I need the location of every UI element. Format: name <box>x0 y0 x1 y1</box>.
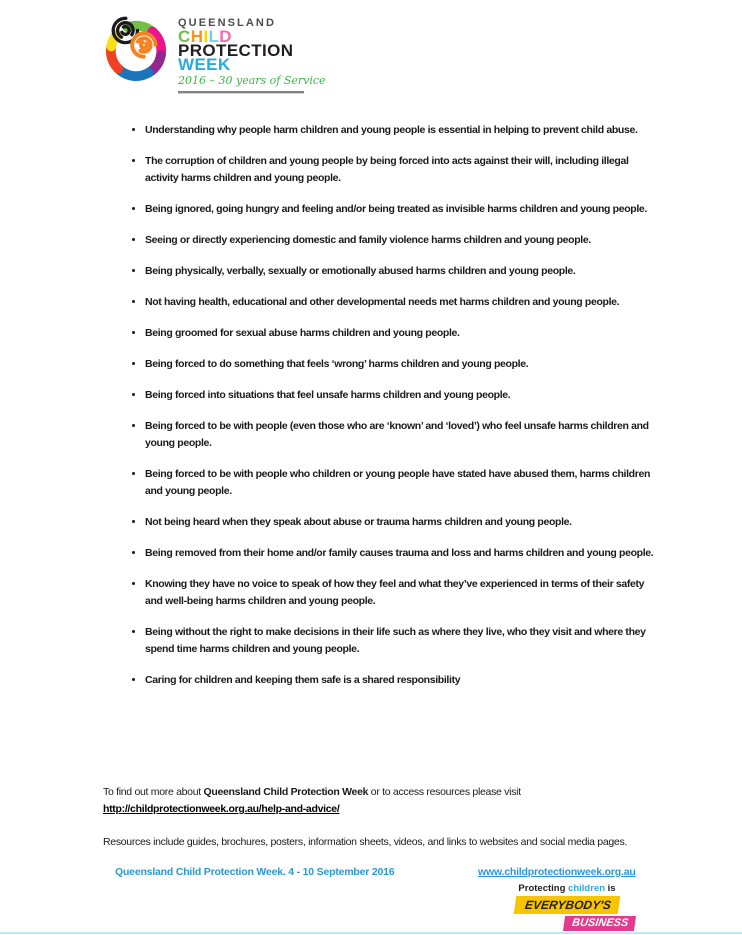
logo-child-letter: D <box>219 27 232 46</box>
list-item: • Not having health, educational and other developmental needs met harms children and young people. <box>145 294 658 311</box>
footer-event-dates: Queensland Child Protection Week. 4 - 10 September 2016 <box>115 866 395 878</box>
harm-list <box>126 122 658 689</box>
list-item: • Being removed from their home and/or family causes trauma and loss and harms children and young people. <box>145 545 658 562</box>
badge-everybodys: EVERYBODY'S <box>514 896 621 914</box>
more-info-bold-name: Queensland Child Protection Week <box>203 786 369 798</box>
logo-queensland: QUEENSLAND <box>178 17 277 29</box>
logo-child-letter: H <box>190 27 204 46</box>
list-item: • Not being heard when they speak about abuse or trauma harms children and young people. <box>145 514 658 531</box>
badge-tagline-pre: Protecting <box>518 883 569 894</box>
resources-paragraph: Resources include guides, brochures, posters, information sheets, videos, and links to websites and social media pages. <box>103 836 628 848</box>
list-item: • The corruption of children and young people by being forced into acts against their will, including illegal activity harms children and young people. <box>145 153 658 187</box>
logo <box>104 8 326 94</box>
help-advice-link[interactable]: http://childprotectionweek.org.au/help-and-advice/ <box>103 803 340 815</box>
list-item: • Knowing they have no voice to speak of how they feel and what they’ve experienced in terms of their safety and well-being harms children and young people. <box>145 576 658 610</box>
logo-tagline: 2016 – 30 years of Service <box>178 74 326 87</box>
list-item: • Being forced to be with people who children or young people have stated have abused them, harms children and young people. <box>145 466 658 500</box>
list-item: • Being forced to do something that feels ‘wrong’ harms children and young people. <box>145 356 658 373</box>
logo-child-letter: L <box>208 27 220 46</box>
logo-wordmark <box>178 8 326 94</box>
logo-child-letter: C <box>178 27 191 46</box>
badge-business: BUSINESS <box>563 916 636 931</box>
logo-protection: PROTECTION <box>178 41 294 60</box>
website-link[interactable]: www.childprotectionweek.org.au <box>478 866 636 878</box>
list-item: • Seeing or directly experiencing domestic and family violence harms children and young people. <box>145 232 658 249</box>
more-info-text-prefix: To find out more about <box>103 786 204 798</box>
list-item: • Being ignored, going hungry and feeling and/or being treated as invisible harms children and young people. <box>145 201 658 218</box>
cpw-swirl-logo-icon <box>104 8 172 84</box>
list-item: • Caring for children and keeping them safe is a shared responsibility <box>145 672 658 689</box>
list-item: • Being forced into situations that feel unsafe harms children and young people. <box>145 387 658 404</box>
more-info-text-suffix: or to access resources please visit <box>368 786 521 798</box>
logo-week: WEEK <box>178 55 231 74</box>
list-item: • Being without the right to make decisions in their life such as where they live, who they visit and where they spend time harms children and young people. <box>145 624 658 658</box>
badge-tagline-children: children <box>568 883 605 894</box>
list-item: • Being physically, verbally, sexually or emotionally abused harms children and young people. <box>145 263 658 280</box>
logo-child-letter: I <box>203 27 209 46</box>
everybodys-business-badge <box>503 883 631 931</box>
harm-list-section <box>126 122 658 703</box>
badge-tagline-post: is <box>605 883 616 894</box>
page-bottom-divider <box>0 932 742 934</box>
list-item: • Being forced to be with people (even those who are ‘known’ and ‘loved’) who feel unsafe harms children and young people. <box>145 418 658 452</box>
logo-divider <box>178 91 304 94</box>
list-item: • Understanding why people harm children and young people is essential in helping to prevent child abuse. <box>145 122 658 139</box>
badge-tagline <box>518 883 615 894</box>
list-item: • Being groomed for sexual abuse harms children and young people. <box>145 325 658 342</box>
more-info-paragraph <box>103 784 655 818</box>
